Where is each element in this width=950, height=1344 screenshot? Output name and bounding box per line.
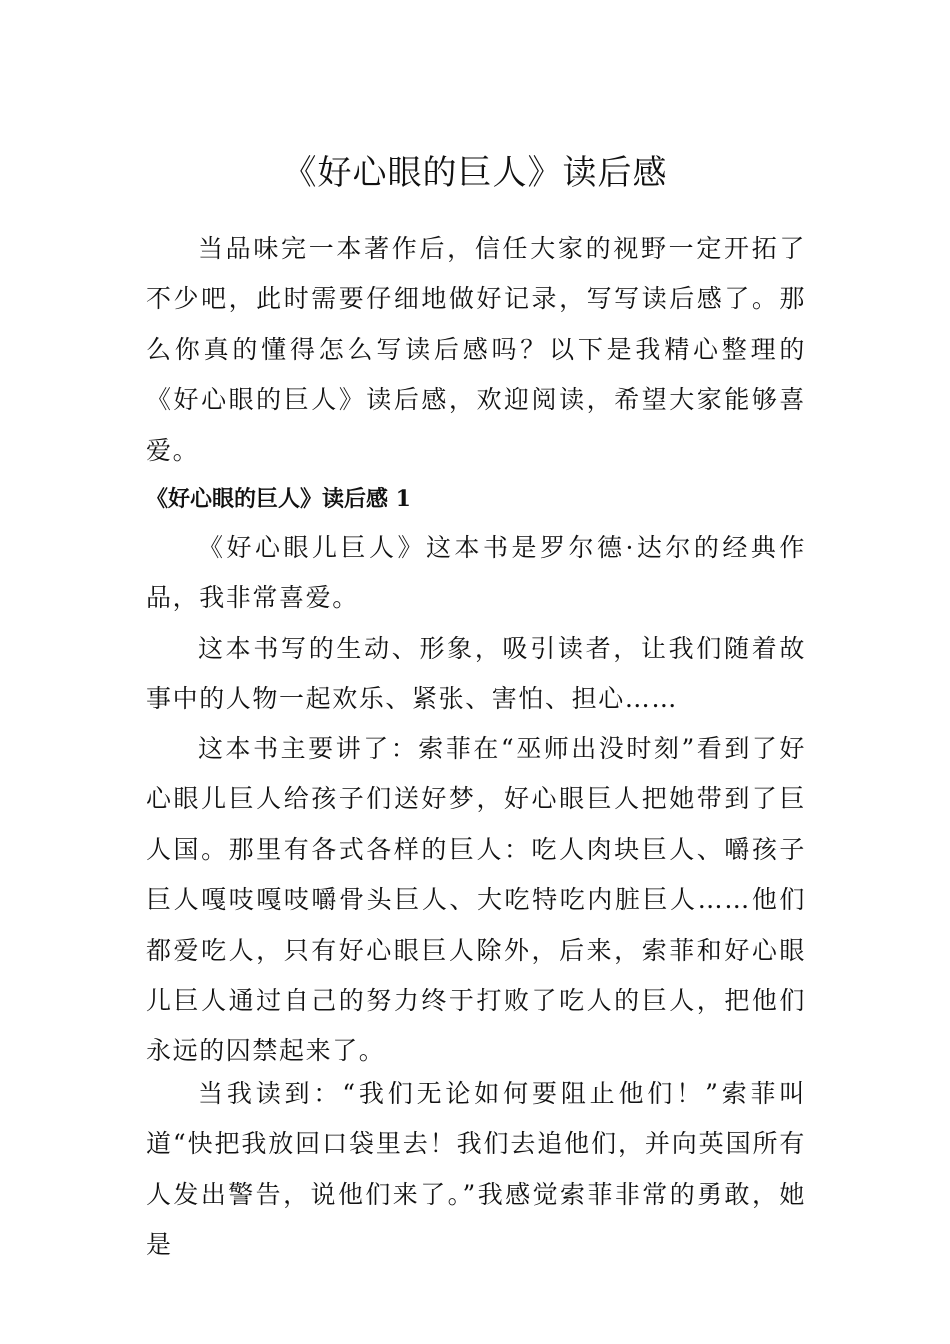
body-paragraph-1: 《好心眼儿巨人》这本书是罗尔德·达尔的经典作品，我非常喜爱。: [146, 533, 806, 613]
body-paragraph-4: 当我读到：“我们无论如何要阻止他们！”索菲叫道“快把我放回口袋里去！我们去追他们，并向英国所有人发出警告，说他们来了。”我感觉索菲非常的勇敢，她是: [146, 1079, 806, 1260]
body-paragraph-3: 这本书主要讲了：索菲在“巫师出没时刻”看到了好心眼儿巨人给孩子们送好梦，好心眼巨人把她带到了巨人国。那里有各式各样的巨人：吃人肉块巨人、嚼孩子巨人嘎吱嘎吱嚼骨头巨人、大吃特吃内脏巨人……他们都爱吃人，只有好心眼巨人除外，后来，索菲和好心眼儿巨人通过自己的努力终于打败了吃人的巨人，把他们永远的囚禁起来了。: [146, 734, 806, 1066]
section-heading: 《好心眼的巨人》读后感 1: [146, 486, 411, 512]
page-title: 《好心眼的巨人》读后感: [282, 152, 668, 193]
body-paragraph-2: 这本书写的生动、形象，吸引读者，让我们随着故事中的人物一起欢乐、紧张、害怕、担心……: [146, 634, 806, 714]
intro-paragraph: 当品味完一本著作后，信任大家的视野一定开拓了不少吧，此时需要仔细地做好记录，写写读后感了。那么你真的懂得怎么写读后感吗？以下是我精心整理的《好心眼的巨人》读后感，欢迎阅读，希望大家能够喜爱。: [146, 234, 806, 465]
